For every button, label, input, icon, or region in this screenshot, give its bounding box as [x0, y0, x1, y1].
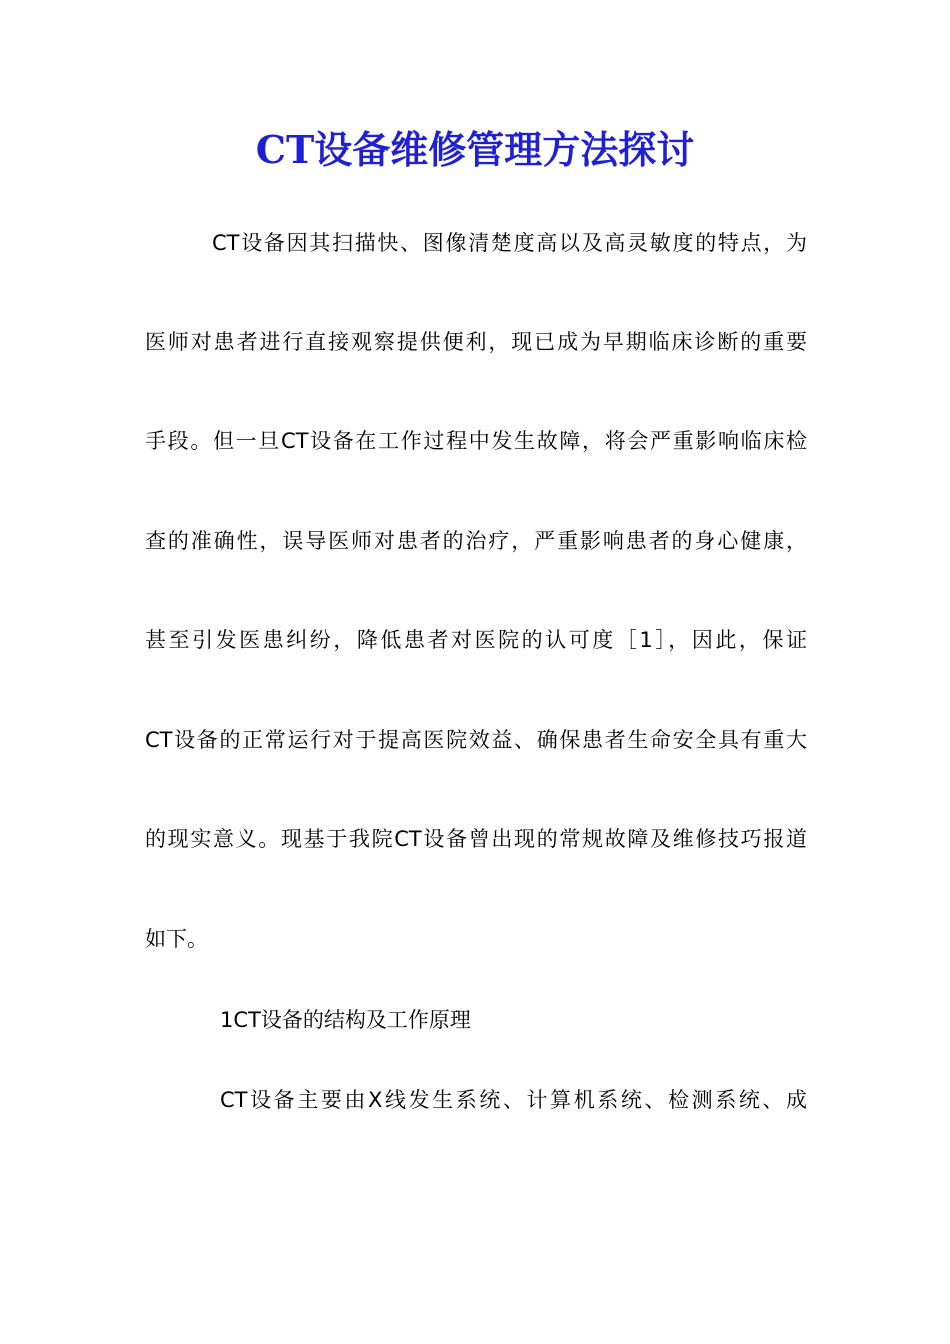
document-title: CT设备维修管理方法探讨 — [255, 127, 695, 172]
paragraph-line: 手段。但一旦CT设备在工作过程中发生故障，将会严重影响临床检 — [145, 429, 807, 453]
paragraph-line: 的现实意义。现基于我院CT设备曾出现的常规故障及维修技巧报道 — [145, 827, 807, 851]
paragraph-line: 如下。 — [145, 927, 208, 951]
paragraph-line: 医师对患者进行直接观察提供便利，现已成为早期临床诊断的重要 — [145, 330, 807, 354]
paragraph-line: 甚至引发医患纠纷，降低患者对医院的认可度［1］，因此，保证 — [145, 628, 807, 652]
paragraph-line: CT设备的正常运行对于提高医院效益、确保患者生命安全具有重大 — [145, 728, 807, 752]
paragraph-line: 查的准确性，误导医师对患者的治疗，严重影响患者的身心健康， — [145, 529, 807, 553]
section-heading: 1CT设备的结构及工作原理 — [220, 1008, 471, 1032]
paragraph-line: CT设备主要由X线发生系统、计算机系统、检测系统、成 — [220, 1088, 807, 1112]
paragraph-line: CT设备因其扫描快、图像清楚度高以及高灵敏度的特点，为 — [212, 231, 807, 255]
